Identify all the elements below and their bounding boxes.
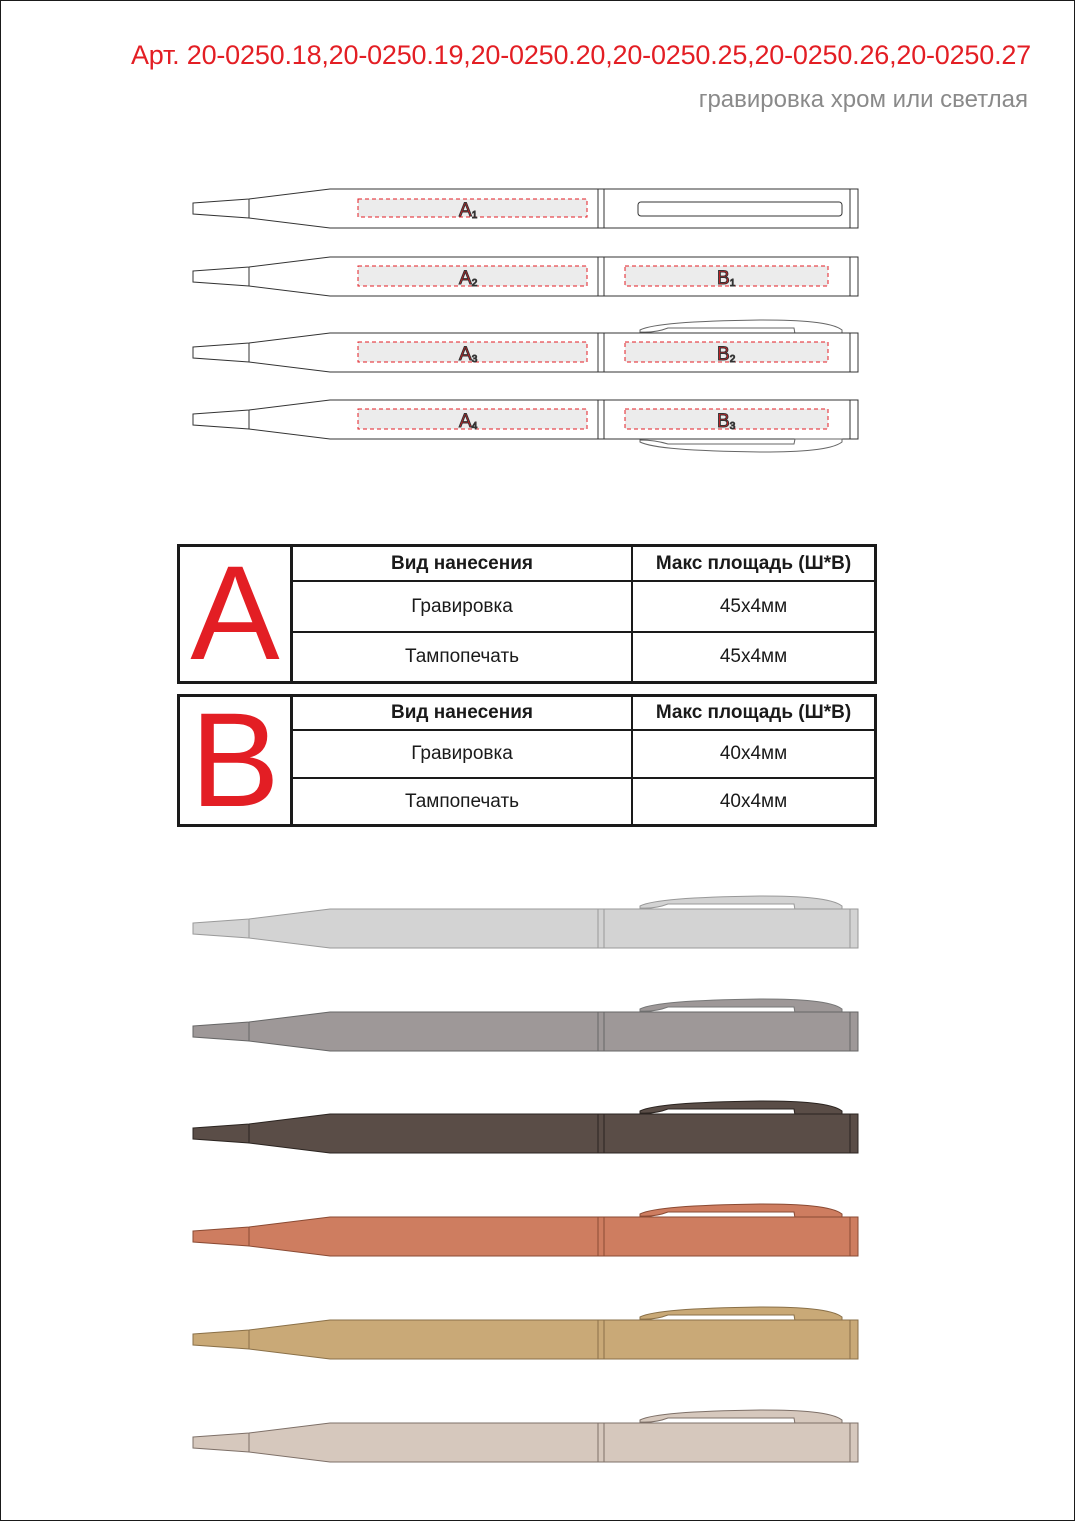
pen-variant-grey [193,999,858,1051]
zone-a3-label: A3 [459,344,478,365]
method-cell: Тампопечать [293,778,632,824]
pen-clip [640,896,842,910]
pen-variant-gold [193,1307,858,1359]
method-cell: Гравировка [293,581,632,632]
zone-b2-label: B2 [717,344,736,365]
outline-pen-1 [193,189,858,228]
table-row [293,730,874,778]
engraving-subtitle: гравировка хром или светлая [698,86,1028,113]
zone-b1-label: B1 [717,268,736,289]
table-row [293,581,874,632]
pen-clip [640,1307,842,1321]
outline-pen-3 [193,320,858,372]
table-row [293,778,874,824]
method-cell: Гравировка [293,730,632,778]
zone-letter-b: B [180,697,293,824]
zone-letter-a: A [180,547,293,681]
col-method-header: Вид нанесения [293,547,632,581]
table-row [293,632,874,681]
spec-grid-a [293,547,874,681]
table-header-row [293,697,874,730]
pen-variant-dark-brown [193,1101,858,1153]
table-header-row [293,547,874,581]
pen-clip [640,1101,842,1115]
col-area-header: Макс площадь (Ш*В) [632,547,874,581]
spec-table-b [177,685,877,835]
pen-variant-champagne [193,1410,858,1462]
zone-a2-label: A2 [459,268,478,289]
pen-clip [640,1410,842,1424]
pen-clip [640,1204,842,1218]
clip-top [640,320,842,334]
outline-pen-2 [193,257,858,296]
size-cell: 40x4мм [632,730,874,778]
zone-a1-label: A1 [459,200,478,221]
outline-pen-4 [193,400,858,452]
pen-variant-copper [193,1204,858,1256]
spec-grid-b [293,697,874,824]
size-cell: 45x4мм [632,632,874,681]
zone-b3-label: B3 [717,411,736,432]
pen-clip [640,999,842,1013]
col-area-header: Макс площадь (Ш*В) [632,697,874,730]
article-title: Арт. 20-0250.18,20-0250.19,20-0250.20,20-0250.25,20-0250.26,20-0250.27 [130,40,1031,70]
zone-a4-label: A4 [459,411,478,432]
pen-variant-silver [193,896,858,948]
clip-bottom [640,439,842,452]
clip-slot [638,202,842,216]
size-cell: 40x4мм [632,778,874,824]
method-cell: Тампопечать [293,632,632,681]
size-cell: 45x4мм [632,581,874,632]
spec-table-a [177,539,877,688]
col-method-header: Вид нанесения [293,697,632,730]
